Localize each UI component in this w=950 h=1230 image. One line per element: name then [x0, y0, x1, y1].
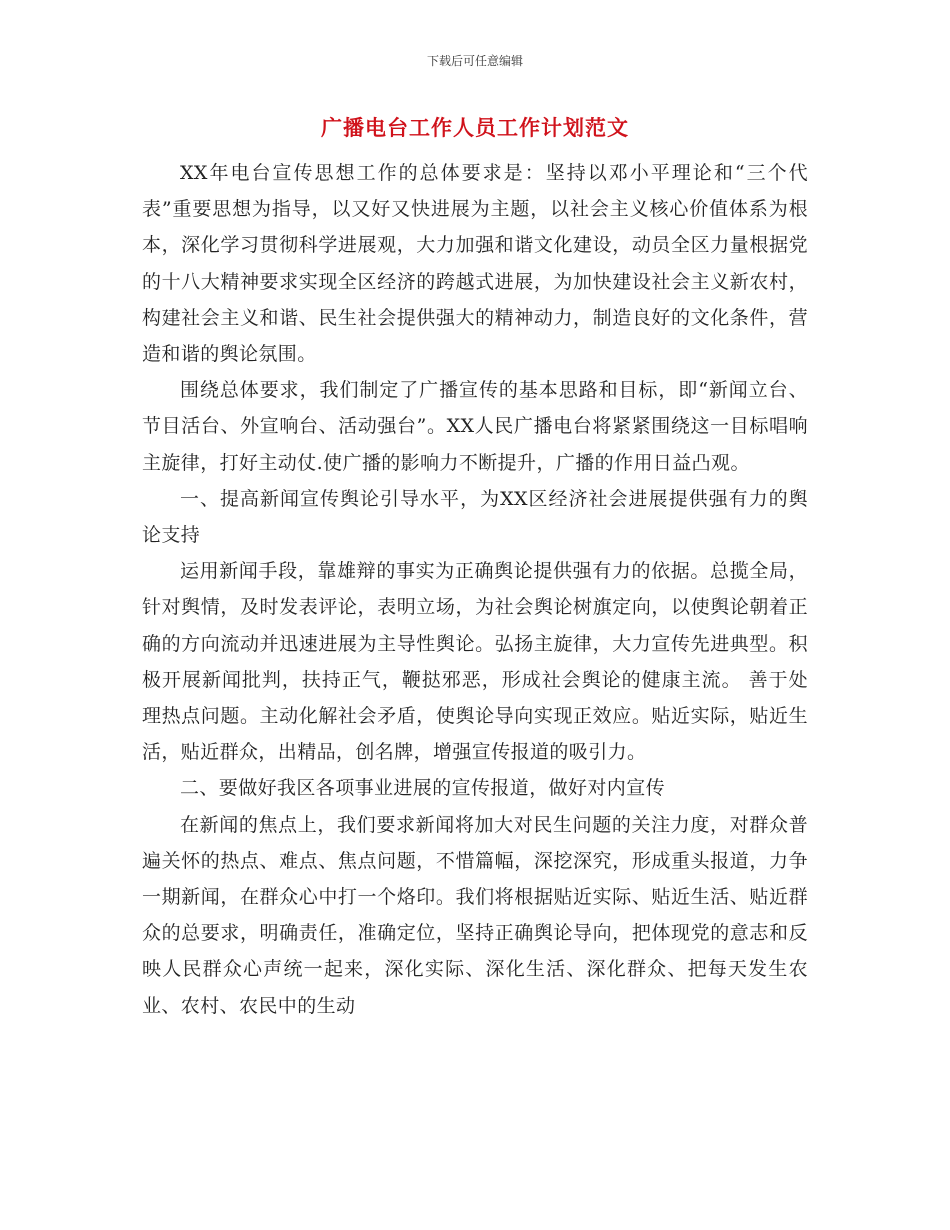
- section-heading-1: 一、提高新闻宣传舆论引导水平，为XX区经济社会进展提供强有力的舆论支持: [142, 487, 808, 547]
- paragraph-goals: 围绕总体要求，我们制定了广播宣传的基本思路和目标，即“新闻立台、节目活台、外宣响台、活动强台”。XX人民广播电台将紧紧围绕这一目标唱响主旋律，打好主动仗.使广播的影响力不断提升，广播的作用日益凸观。: [142, 379, 808, 474]
- page-header: 下载后可任意编辑: [426, 54, 523, 68]
- paragraph-news-focus: 在新闻的焦点上，我们要求新闻将加大对民生问题的关注力度，对群众普遍关怀的热点、难点、焦点问题，不惜篇幅，深挖深究，形成重头报道，力争一期新闻，在群众心中打一个烙印。我们将根据贴近实际、贴近生活、贴近群众的总要求，明确责任，准确定位，坚持正确舆论导向，把体现党的意志和反映人民群众心声统一起来，深化实际、深化生活、深化群众、把每天发生农业、农村、农民中的生动: [142, 813, 808, 1017]
- section-heading-2: 二、要做好我区各项事业进展的宣传报道，做好对内宣传: [180, 777, 666, 800]
- paragraph-news-guidance: 运用新闻手段，靠雄辩的事实为正确舆论提供强有力的依据。总揽全局，针对舆情，及时发表评论，表明立场，为社会舆论树旗定向，以使舆论朝着正确的方向流动并迅速进展为主导性舆论。弘扬主旋律，大力宣传先进典型。积极开展新闻批判，扶持正气，鞭挞邪恶，形成社会舆论的健康主流。 善于处理热点问题。主动化解社会矛盾，使舆论导向实现正效应。贴近实际，贴近生活，贴近群众，出精品，创名牌，增强宣传报道的吸引力。: [142, 560, 808, 764]
- paragraph-general-requirements: XX年电台宣传思想工作的总体要求是：坚持以邓小平理论和“三个代表”重要思想为指导，以又好又快进展为主题，以社会主义核心价值体系为根本，深化学习贯彻科学进展观，大力加强和谐文化建设，动员全区力量根据党的十八大精神要求实现全区经济的跨越式进展，为加快建设社会主义新农村，构建社会主义和谐、民生社会提供强大的精神动力，制造良好的文化条件，营造和谐的舆论氛围。: [142, 162, 808, 366]
- document-body: [142, 155, 808, 1024]
- document-title: 广播电台工作人员工作计划范文: [321, 115, 629, 140]
